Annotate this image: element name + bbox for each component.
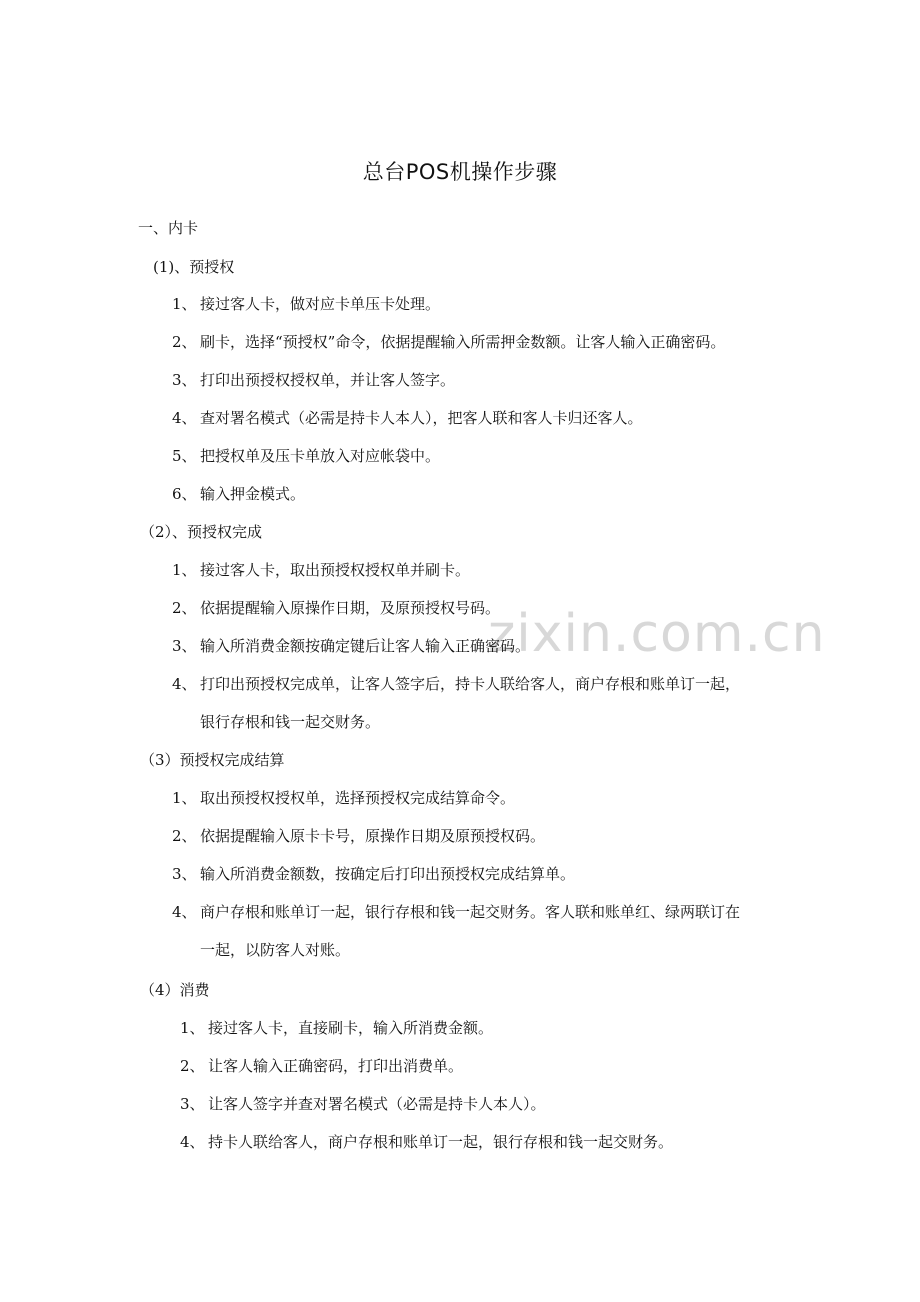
step-text: 把授权单及压卡单放入对应帐袋中。: [200, 447, 441, 465]
list-item: [172, 674, 740, 694]
subsection-heading-consumption: （4）消费: [140, 981, 210, 999]
step-number: 2、: [172, 599, 197, 617]
step-number: 5、: [172, 447, 197, 465]
list-item: [180, 1132, 673, 1152]
step-text: 接过客人卡，做对应卡单压卡处理。: [200, 295, 441, 313]
step-number: 3、: [172, 865, 197, 883]
step-number: 4、: [172, 409, 197, 427]
list-item: [172, 484, 305, 504]
step-number: 1、: [172, 295, 197, 313]
list-item: [172, 902, 740, 922]
step-number: 2、: [172, 827, 197, 845]
step-continuation-text: 银行存根和钱一起交财务。: [200, 713, 381, 731]
subsection-heading-preauth-complete: （2）、预授权完成: [140, 523, 263, 541]
step-text: 依据提醒输入原卡卡号，原操作日期及原预授权码。: [200, 827, 546, 845]
subsection-heading-preauth-settlement: （3）预授权完成结算: [140, 751, 285, 769]
list-item: [172, 332, 725, 352]
step-number: 2、: [180, 1057, 205, 1075]
step-text: 让客人签字并查对署名模式（必需是持卡人本人）。: [208, 1095, 546, 1113]
step-number: 4、: [180, 1133, 205, 1151]
list-item: [172, 294, 440, 314]
step-text: 取出预授权授权单，选择预授权完成结算命令。: [200, 789, 516, 807]
step-number: 1、: [180, 1019, 205, 1037]
step-number: 4、: [172, 903, 197, 921]
step-text: 商户存根和账单订一起，银行存根和钱一起交财务。客人联和账单红、绿两联订在: [200, 903, 741, 921]
list-item: [172, 636, 530, 656]
step-text: 输入所消费金额按确定键后让客人输入正确密码。: [200, 637, 531, 655]
step-text: 输入押金模式。: [200, 485, 306, 503]
step-continuation-text: 一起，以防客人对账。: [200, 941, 351, 959]
list-item: [172, 408, 643, 428]
list-item: [172, 370, 455, 390]
step-number: 3、: [172, 637, 197, 655]
step-text: 接过客人卡，直接刷卡，输入所消费金额。: [208, 1019, 494, 1037]
list-item: [172, 788, 515, 808]
step-number: 4、: [172, 675, 197, 693]
subsection-heading-preauth: (1)、预授权: [153, 258, 235, 276]
step-text: 打印出预授权授权单，并让客人签字。: [200, 371, 456, 389]
step-number: 6、: [172, 485, 197, 503]
page-title: 总台POS机操作步骤: [362, 160, 558, 184]
section-heading-inner-card: 一、内卡: [138, 219, 199, 237]
step-text: 接过客人卡，取出预授权授权单并刷卡。: [200, 561, 471, 579]
step-number: 2、: [172, 333, 197, 351]
watermark-text: zixin.com.cn: [488, 604, 826, 664]
step-text: 刷卡，选择“预授权”命令，依据提醒输入所需押金数额。让客人输入正确密码。: [200, 333, 726, 351]
list-item: [172, 560, 470, 580]
list-item: [172, 864, 575, 884]
list-item: [180, 1094, 546, 1114]
step-text: 持卡人联给客人，商户存根和账单订一起，银行存根和钱一起交财务。: [208, 1133, 674, 1151]
step-text: 让客人输入正确密码，打印出消费单。: [208, 1057, 464, 1075]
step-text: 查对署名模式（必需是持卡人本人），把客人联和客人卡归还客人。: [200, 409, 643, 427]
list-item: [180, 1056, 463, 1076]
step-number: 1、: [172, 561, 197, 579]
step-text: 输入所消费金额数，按确定后打印出预授权完成结算单。: [200, 865, 576, 883]
step-text: 打印出预授权完成单，让客人签字后，持卡人联给客人，商户存根和账单订一起，: [200, 675, 741, 693]
list-item: [172, 446, 440, 466]
step-number: 3、: [180, 1095, 205, 1113]
list-item: [172, 826, 545, 846]
list-item: [180, 1018, 493, 1038]
step-number: 1、: [172, 789, 197, 807]
list-item: [172, 598, 500, 618]
step-number: 3、: [172, 371, 197, 389]
step-text: 依据提醒输入原操作日期，及原预授权号码。: [200, 599, 501, 617]
